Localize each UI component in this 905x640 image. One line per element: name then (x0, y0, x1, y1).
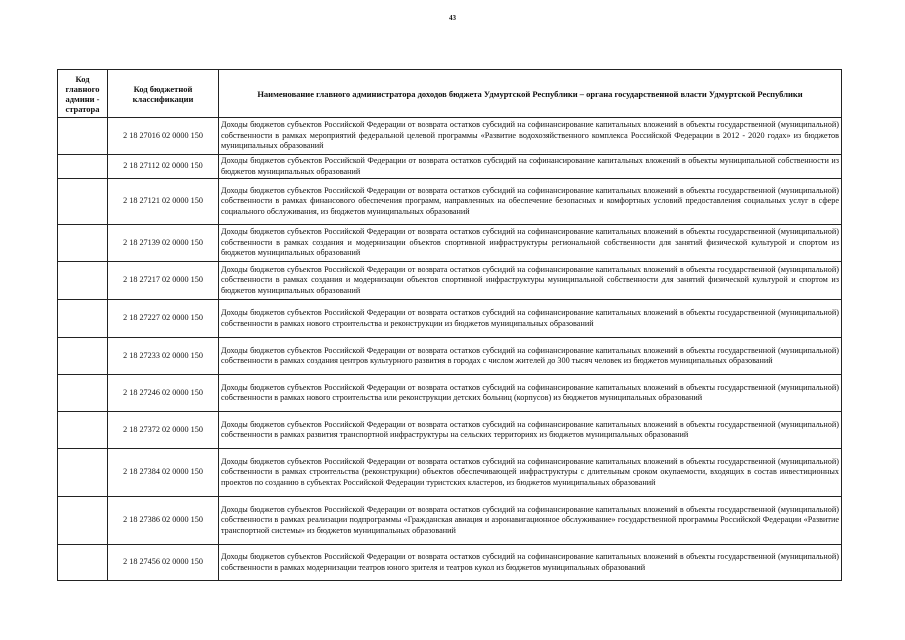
table-row (58, 118, 842, 155)
admin-code-cell (58, 225, 108, 262)
admin-code-cell (58, 497, 108, 545)
admin-code-cell (58, 300, 108, 338)
revenue-name-cell: Доходы бюджетов субъектов Российской Федерации от возврата остатков субсидий на софинансирование капитальных вложений в объекты государственной (муниципальной) собственности в рамках мероприятий федеральной целевой программы «Развитие водохозяйственного комплекса Российской Федерации в 2012 - 2020 годах» из бюджетов муниципальных образований (219, 118, 842, 155)
revenue-name-cell: Доходы бюджетов субъектов Российской Федерации от возврата остатков субсидий на софинансирование капитальных вложений в объекты государственной (муниципальной) собственности в рамках создания и модернизации объектов спортивной инфраструктуры муниципальной собственности для занятий физической культурой и спортом из бюджетов муниципальных образований (219, 262, 842, 300)
table-row (58, 225, 842, 262)
revenue-name-cell: Доходы бюджетов субъектов Российской Федерации от возврата остатков субсидий на софинансирование капитальных вложений в объекты государственной (муниципальной) собственности в рамках развития транспортной инфраструктуры на сельских территориях из бюджетов муниципальных образований (219, 412, 842, 449)
revenue-name-cell: Доходы бюджетов субъектов Российской Федерации от возврата остатков субсидий на софинансирование капитальных вложений в объекты государственной (муниципальной) собственности в рамках реализации подпрограммы «Гражданская авиация и аэронавигационное обслуживание» государственной программы Российской Федерации «Развитие транспортной системы» из бюджетов муниципальных образований (219, 497, 842, 545)
revenue-codes-table (57, 69, 842, 581)
admin-code-cell (58, 262, 108, 300)
admin-code-cell (58, 412, 108, 449)
budget-code-cell: 2 18 27372 02 0000 150 (108, 412, 219, 449)
budget-code-cell: 2 18 27139 02 0000 150 (108, 225, 219, 262)
revenue-name-cell: Доходы бюджетов субъектов Российской Федерации от возврата остатков субсидий на софинансирование капитальных вложений в объекты государственной (муниципальной) собственности в рамках нового строительства и реконструкции из бюджетов муниципальных образований (219, 300, 842, 338)
budget-code-cell: 2 18 27386 02 0000 150 (108, 497, 219, 545)
table-row (58, 155, 842, 179)
table-row (58, 497, 842, 545)
budget-code-cell: 2 18 27233 02 0000 150 (108, 338, 219, 375)
admin-code-cell (58, 375, 108, 412)
table-row (58, 300, 842, 338)
admin-code-cell (58, 338, 108, 375)
table-row (58, 262, 842, 300)
header-budget-code: Код бюджетной классификации (108, 70, 219, 118)
revenue-name-cell: Доходы бюджетов субъектов Российской Федерации от возврата остатков субсидий на софинансирование капитальных вложений в объекты государственной (муниципальной) собственности в рамках нового строительства или реконструкции детских больниц (корпусов) из бюджетов муниципальных образований (219, 375, 842, 412)
budget-code-cell: 2 18 27112 02 0000 150 (108, 155, 219, 179)
table-header-row (58, 70, 842, 118)
header-admin-code: Код главного админи - стратора (58, 70, 108, 118)
table-row (58, 338, 842, 375)
budget-code-cell: 2 18 27227 02 0000 150 (108, 300, 219, 338)
table-row (58, 449, 842, 497)
revenue-name-cell: Доходы бюджетов субъектов Российской Федерации от возврата остатков субсидий на софинансирование капитальных вложений в объекты государственной (муниципальной) собственности в рамках создания и модернизации объектов спортивной инфраструктуры региональной собственности для занятий физической культурой и спортом из бюджетов муниципальных образований (219, 225, 842, 262)
header-administrator-name: Наименование главного администратора доходов бюджета Удмуртской Республики – органа государственной власти Удмуртской Республики (219, 70, 842, 118)
budget-code-cell: 2 18 27456 02 0000 150 (108, 545, 219, 581)
admin-code-cell (58, 179, 108, 225)
budget-code-cell: 2 18 27246 02 0000 150 (108, 375, 219, 412)
table-row (58, 179, 842, 225)
admin-code-cell (58, 118, 108, 155)
table-row (58, 375, 842, 412)
budget-code-cell: 2 18 27121 02 0000 150 (108, 179, 219, 225)
budget-code-cell: 2 18 27384 02 0000 150 (108, 449, 219, 497)
revenue-name-cell: Доходы бюджетов субъектов Российской Федерации от возврата остатков субсидий на софинансирование капитальных вложений в объекты государственной (муниципальной) собственности в рамках финансового обеспечения программ, направленных на обеспечение безопасных и комфортных условий предоставления социальных услуг в сфере социального обслуживания, из бюджетов муниципальных образований (219, 179, 842, 225)
revenue-name-cell: Доходы бюджетов субъектов Российской Федерации от возврата остатков субсидий на софинансирование капитальных вложений в объекты государственной (муниципальной) собственности в рамках создания центров культурного развития в городах с числом жителей до 300 тысяч человек из бюджетов муниципальных образований (219, 338, 842, 375)
admin-code-cell (58, 155, 108, 179)
page-number: 43 (449, 14, 456, 22)
budget-code-cell: 2 18 27217 02 0000 150 (108, 262, 219, 300)
admin-code-cell (58, 449, 108, 497)
revenue-name-cell: Доходы бюджетов субъектов Российской Федерации от возврата остатков субсидий на софинансирование капитальных вложений в объекты муниципальной собственности из бюджетов муниципальных образований (219, 155, 842, 179)
revenue-name-cell: Доходы бюджетов субъектов Российской Федерации от возврата остатков субсидий на софинансирование капитальных вложений в объекты государственной (муниципальной) собственности в рамках модернизации театров юного зрителя и театров кукол из бюджетов муниципальных образований (219, 545, 842, 581)
budget-code-cell: 2 18 27016 02 0000 150 (108, 118, 219, 155)
table-row (58, 412, 842, 449)
table-row (58, 545, 842, 581)
revenue-name-cell: Доходы бюджетов субъектов Российской Федерации от возврата остатков субсидий на софинансирование капитальных вложений в объекты государственной (муниципальной) собственности в рамках строительства (реконструкции) объектов обеспечивающей инфраструктуры с длительным сроком окупаемости, входящих в состав инвестиционных проектов по созданию в субъектах Российской Федерации туристских кластеров, из бюджетов муниципальных образований (219, 449, 842, 497)
admin-code-cell (58, 545, 108, 581)
